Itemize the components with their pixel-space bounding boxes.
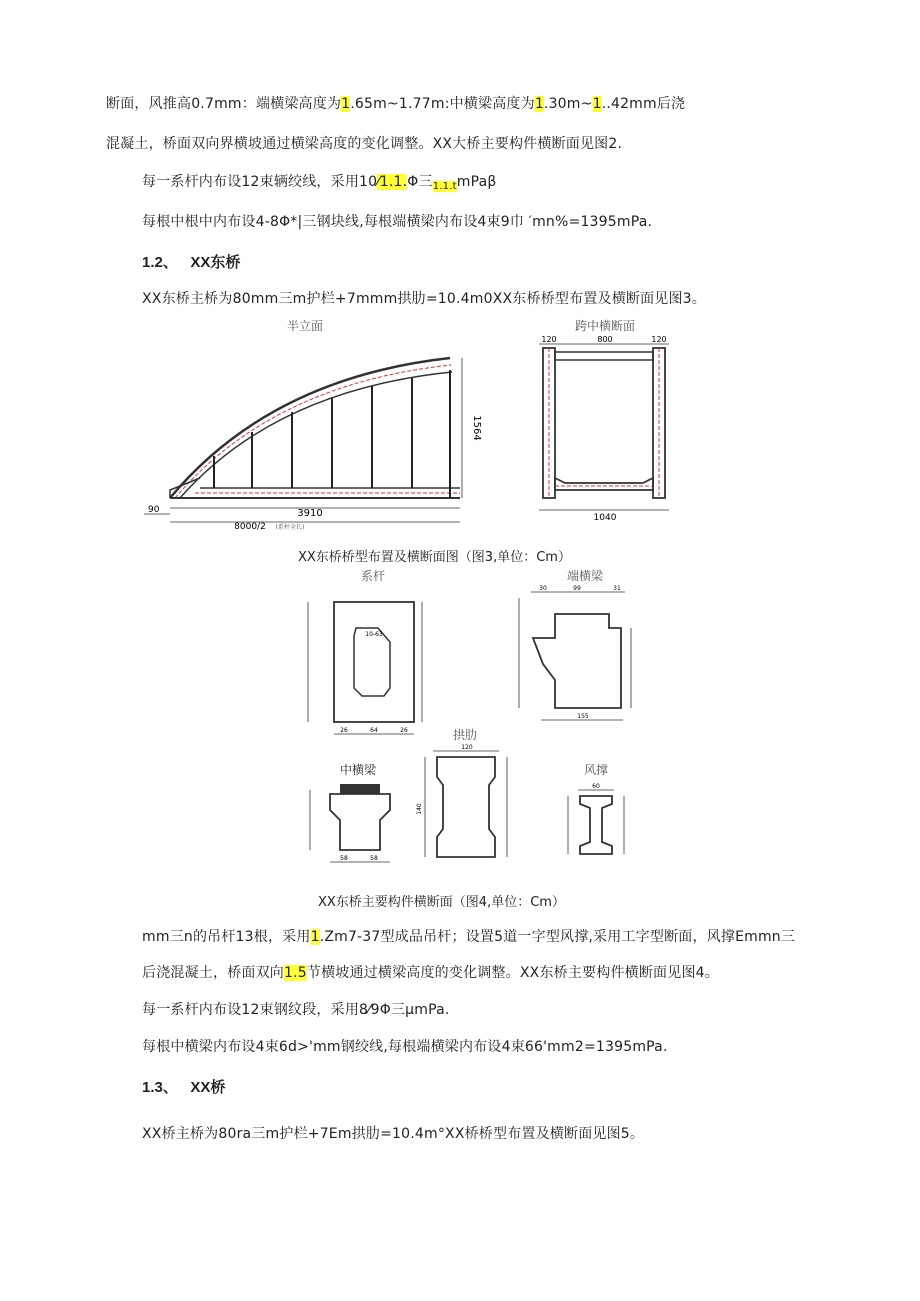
para-line-10: XX桥主桥为80ra三m护栏+7Em拱肋=10.4m°XX桥桥型布置及横断面见图5。	[142, 1126, 645, 1142]
dim-top-left: 120	[541, 335, 557, 344]
dim-total: 8000/2	[234, 522, 266, 532]
rib-top: 120	[461, 744, 473, 751]
tie-title: 系杆	[360, 569, 386, 583]
figure4-end-beam-section	[505, 568, 645, 728]
highlight: ⁄1.1.	[377, 174, 408, 190]
highlight: 1	[341, 96, 351, 112]
heading-text: XX桥	[190, 1079, 226, 1096]
dim-top-right: 120	[651, 335, 667, 344]
figure3-elevation	[140, 318, 480, 530]
end-w3: 31	[613, 585, 621, 592]
dim-height: 1564	[471, 415, 482, 441]
rib-h: 140	[416, 803, 423, 815]
heading-number: 1.3、	[142, 1079, 178, 1096]
dim-top-mid: 800	[597, 335, 613, 344]
highlight: 1	[592, 96, 602, 112]
figure4-rib-section	[415, 725, 515, 875]
para-line-6	[142, 927, 795, 947]
end-w2: 99	[573, 585, 581, 592]
section-heading-1-2	[142, 251, 240, 272]
dim-bottom: 1040	[593, 513, 617, 523]
dim-total-note: (系杆全长)	[275, 524, 305, 531]
wind-top: 60	[592, 783, 600, 790]
para-line-4: 每根中根中内布设4-8Φ*|三钢块线,每根端横梁内布设4束9巾 ′mn%=1395mPa.	[142, 214, 653, 230]
highlight: 1	[310, 929, 320, 945]
highlight: 1.5	[284, 965, 307, 981]
text-seg: mPaβ	[456, 174, 497, 190]
text-seg: 后浇混凝土，桥面双向	[142, 965, 284, 981]
text-seg: .Zm7-37型成品吊杆；设置5道一字型风撑,采用工字型断面，风撑Emmn三	[319, 929, 796, 945]
text-seg: 节横坡通过横梁高度的变化调整。XX东桥主要构件横断面见图4。	[306, 965, 719, 981]
para-line-5: XX东桥主桥为80mm三m护栏+7mmm拱肋=10.4m0XX东桥桥型布置及横断面见图3。	[142, 291, 706, 307]
text-seg: mm三n的吊杆13根，采用	[142, 929, 311, 945]
mid-w1: 58	[340, 855, 348, 862]
dim-span: 3910	[297, 508, 323, 519]
text-seg: ..42mm后浇	[601, 96, 686, 112]
section-title: 跨中横断面	[574, 319, 636, 333]
figure4-caption: XX东桥主要构件横断面（图4,单位：Cm）	[318, 895, 565, 910]
heading-number: 1.2、	[142, 254, 178, 271]
para-line-3	[142, 172, 497, 197]
section-heading-1-3	[142, 1076, 225, 1097]
para-line-8: 每一系杆内布设12束钢纹段，采用8⁄9Φ三μmPa.	[142, 1002, 450, 1018]
text-seg: Φ三	[407, 174, 433, 190]
figure4-tie-section	[298, 568, 438, 740]
highlight: 1.1.t	[432, 181, 457, 192]
figure3-cross-section	[525, 318, 685, 523]
text-seg: 断面，风推高0.7mm：端横梁高度为	[106, 96, 342, 112]
rib-title: 拱肋	[452, 728, 478, 742]
figure4-mid-beam-section	[298, 760, 408, 870]
elevation-title: 半立面	[286, 319, 324, 333]
tie-w2: 64	[370, 727, 378, 734]
highlight: 1	[534, 96, 544, 112]
tie-inner: 10-63	[365, 631, 383, 638]
end-title: 端横梁	[566, 569, 604, 583]
tie-w1: 26	[340, 727, 348, 734]
figure4-wind-brace-section	[560, 760, 640, 870]
text-seg: 每一系杆内布设12束辆绞线，采用10	[142, 174, 378, 190]
wind-title: 风撑	[583, 763, 609, 777]
text-seg: .65m~1.77m:中横梁高度为	[350, 96, 535, 112]
tie-w3: 26	[400, 727, 408, 734]
para-line-7	[142, 963, 719, 983]
dim-left: 90	[148, 505, 160, 515]
para-line-2: 混凝土，桥面双向界横坡通过横梁高度的变化调整。XX大桥主要构件横断面见图2.	[106, 136, 623, 152]
end-bottom: 155	[577, 713, 589, 720]
end-w1: 30	[539, 585, 547, 592]
para-line-9: 每根中横梁内布设4束6d>'mm钢绞线,每根端横梁内布设4束66'mm2=1395mPa.	[142, 1039, 668, 1055]
mid-w2: 58	[370, 855, 378, 862]
text-seg: .30m~	[543, 96, 593, 112]
para-line-1	[106, 94, 685, 114]
mid-title: 中横梁	[339, 763, 377, 777]
heading-text: XX东桥	[190, 254, 241, 271]
figure3-caption: XX东桥桥型布置及横断面图（图3,单位：Cm）	[298, 550, 571, 565]
